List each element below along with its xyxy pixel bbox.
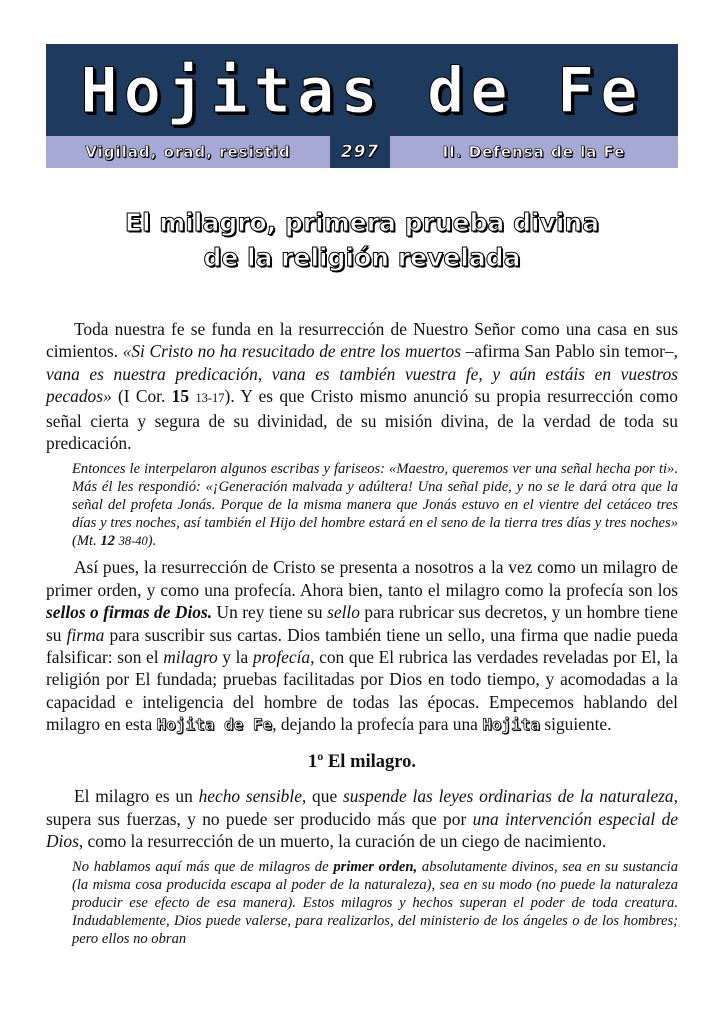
article-title-line-1: El milagro, primera prueba divina [124,208,600,237]
quote-run: «Si Cristo no ha resucitado de entre los muertos [122,341,461,362]
masthead-header [46,44,678,168]
text-run: El milagro es un [74,786,199,807]
hojita-logo-inline: Hojita [482,715,541,735]
text-run: absolutamente divinos, sea en su sustancia (la misma cosa producida escapa al poder de la naturaleza), sea en su modo (no puede la naturaleza producir ese efecto de esa manera). Estos milagros y hechos superan el poder de toda creatura. Indudablemente, Dios puede valerse, para realizarlos, del ministerio de los ángeles o de los hombres; pero ellos no obran [72,859,679,948]
text-run: (I Cor. [111,386,172,407]
motto-label: Vigilad, orad, resistid [85,143,291,161]
issue-number: 297 [330,136,390,168]
emphasis-run: hecho sensible, [198,786,307,807]
emphasis-run: primer orden, [333,859,418,876]
emphasis-run: milagro [163,647,218,668]
text-run: para suscribir sus cartas. Dios también tiene un sello, una firma que nadie pueda falsificar: son el [46,624,678,668]
paragraph-3 [46,785,678,852]
text-run: para rubricar sus decretos, y un hombre tiene su [46,602,678,645]
text-run: Toda nuestra fe se funda en la resurrección de Nuestro Señor como una casa en sus cimientos. [46,319,678,362]
text-run: No hablamos aquí más que de milagros de [72,859,334,876]
text-run: Un rey tiene su [212,602,328,623]
text-run: que [306,786,343,807]
chapter-number: 15 [171,386,190,407]
text-run: Entonces le interpelaron algunos escribas y fariseos: «Maestro, queremos ver una señal hecha por ti». Más él les respondió: «¡Generación malvada y adúltera! Una señal pide, y no se le dará otra que la señal del profeta Jonás. Porque de la misma manera que Jonás estuvo en el vientre del cetáceo tres días y tres noches, así también el Hijo del hombre estará en el seno de la tierra tres días y tres noches» (Mt. [72,461,678,550]
scripture-quote-1 [72,460,678,550]
text-run: como la resurrección de un muerto, la curación de un ciego de nacimiento. [83,830,607,851]
text-run: y la [217,647,253,668]
chapter-number: 12 [100,533,115,550]
paragraph-2 [46,556,678,736]
text-run: supera sus fuerzas, y no puede ser producido más que por [46,808,473,829]
masthead-title: Hojitas de Fe [80,53,644,127]
note-quote-2 [72,858,678,948]
verse-range: 38-40 [118,534,148,549]
masthead-subbar [46,136,678,168]
emphasis-run: una intervención especial de Dios, [46,808,678,851]
text-run: siguiente. [540,714,612,735]
article-title [46,205,678,275]
section-heading: 1º El milagro. [307,751,417,772]
emphasis-run: sellos o firmas de Dios. [46,602,213,623]
section-label: II. Defensa de la Fe [442,143,626,161]
text-run: ). [147,533,157,550]
emphasis-run: suspende las leyes ordinarias de la naturaleza, [342,786,678,807]
text-run: –afirma San Pablo sin temor–, [461,341,678,362]
article-title-line-2: de la religión revelada [203,243,521,272]
emphasis-run: sello [327,602,360,623]
quote-run: vana es nuestra predicación, vana es también vuestra fe, y aún estáis en vuestros pecados» [46,363,678,407]
text-run: , dejando la profecía para una [272,714,483,735]
text-run: con que El rubrica las verdades reveladas por El, la religión por El fundada; pruebas facilitadas por Dios en todo tiempo, y acomodadas a la capacidad e inteligencia del hombre de todas las épocas. Empecemos hablando del milagro en esta [46,647,678,735]
emphasis-run: firma [66,624,105,645]
masthead-banner [46,44,678,136]
hojita-logo-inline: Hojita de Fe [156,715,273,735]
emphasis-run: profecía, [252,647,315,668]
article-body [46,318,678,954]
text-run: Así pues, la resurrección de Cristo se presenta a nosotros a la vez como un milagro de primer orden, y como una profecía. Ahora bien, tanto el milagro como la profecía son los [46,557,678,600]
paragraph-1 [46,318,678,454]
text-run: ). Y es que Cristo mismo anunció su propia resurrección como señal cierta y segura de su divinidad, de su misión divina, de la verdad de toda su predicación. [46,386,678,454]
verse-range: 13-17 [195,391,225,406]
